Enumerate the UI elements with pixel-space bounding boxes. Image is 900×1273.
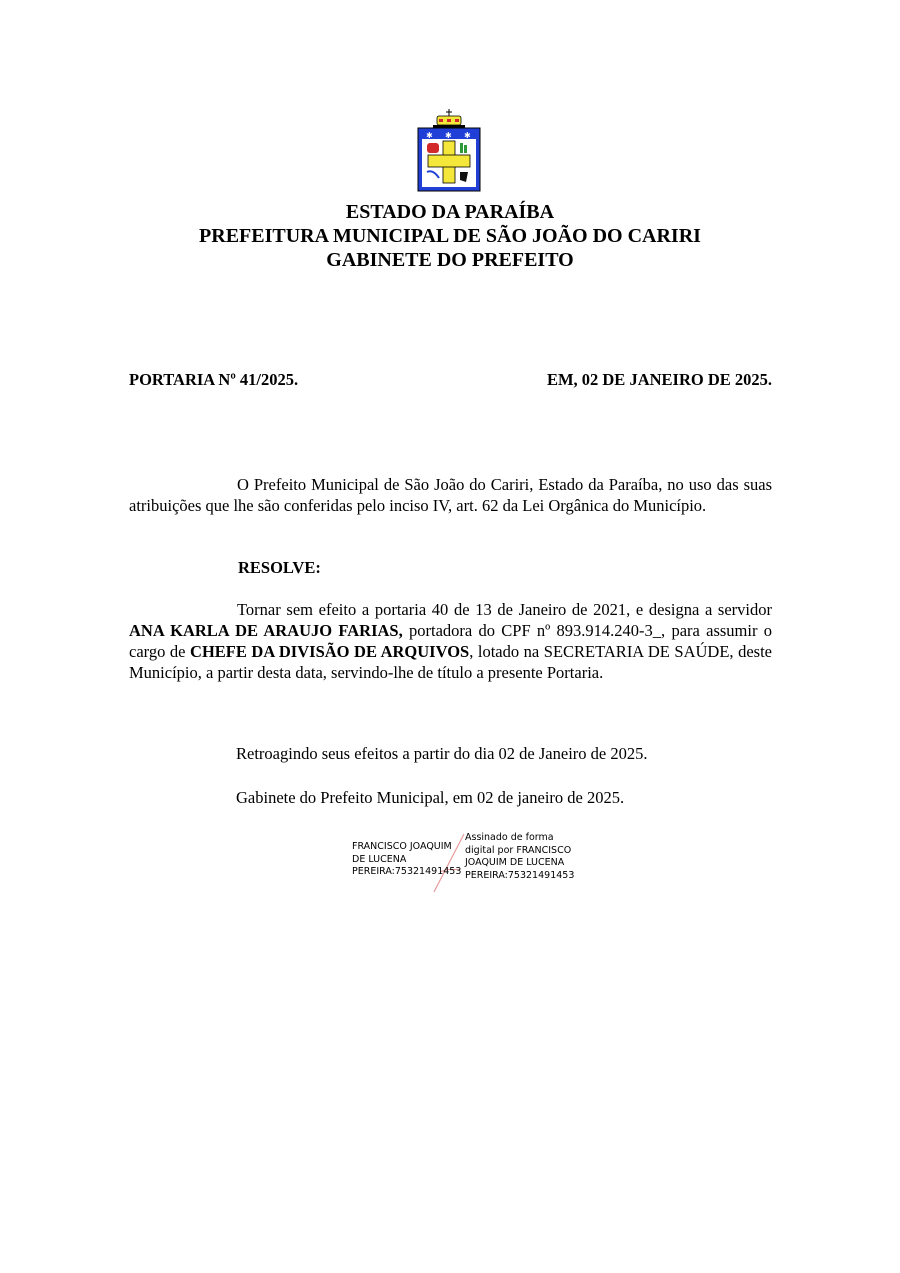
- portaria-number: PORTARIA Nº 41/2025.: [129, 370, 299, 389]
- municipal-crest-logo: [413, 108, 485, 194]
- retroactive-paragraph: Retroagindo seus efeitos a partir do dia 02 de Janeiro de 2025.: [236, 744, 648, 763]
- appointed-role: CHEFE DA DIVISÃO DE ARQUIVOS: [190, 642, 470, 661]
- signer-name: [352, 841, 461, 879]
- resolution-text-2: portadora do CPF nº 893.914.240-3_, para assumir o cargo de: [129, 621, 772, 661]
- resolution-paragraph: [129, 599, 772, 683]
- signer-name-line: FRANCISCO JOAQUIM: [352, 841, 452, 852]
- resolve-heading: RESOLVE:: [238, 558, 321, 577]
- header-municipality: PREFEITURA MUNICIPAL DE SÃO JOÃO DO CARIRI: [199, 225, 701, 247]
- header-office: GABINETE DO PREFEITO: [326, 249, 574, 271]
- svg-text:✱: ✱: [426, 131, 433, 140]
- portaria-date: EM, 02 DE JANEIRO DE 2025.: [546, 370, 772, 389]
- signature-note-line: digital por FRANCISCO: [465, 844, 572, 856]
- intro-paragraph: O Prefeito Municipal de São João do Cariri, Estado da Paraíba, no uso das suas atribuições que lhe são conferidas pelo inciso IV, art. 62 da Lei Orgânica do Município.: [129, 475, 772, 515]
- signature-note-line: Assinado de forma: [465, 832, 554, 843]
- signer-name-line: PEREIRA:75321491453: [352, 866, 462, 877]
- resolution-text-3: , lotado na SECRETARIA DE SAÚDE, deste Município, a partir desta data, servindo-lhe de título a presente Portaria.: [129, 642, 772, 682]
- resolution-text-1: Tornar sem efeito a portaria 40 de 13 de Janeiro de 2021, e designa a servidor: [237, 600, 772, 619]
- signature-note-line: JOAQUIM DE LUCENA: [465, 857, 565, 868]
- signature-note-line: PEREIRA:75321491453: [465, 869, 575, 881]
- digital-signature-note: [465, 832, 574, 882]
- appointee-name: ANA KARLA DE ARAUJO FARIAS,: [129, 621, 403, 640]
- header-state: ESTADO DA PARAÍBA: [345, 201, 555, 223]
- svg-text:✱: ✱: [464, 131, 471, 140]
- svg-text:✱: ✱: [445, 131, 452, 140]
- signer-name-line: DE LUCENA: [352, 853, 407, 865]
- digital-signature-block: [352, 832, 592, 894]
- closing-paragraph: Gabinete do Prefeito Municipal, em 02 de janeiro de 2025.: [236, 788, 625, 807]
